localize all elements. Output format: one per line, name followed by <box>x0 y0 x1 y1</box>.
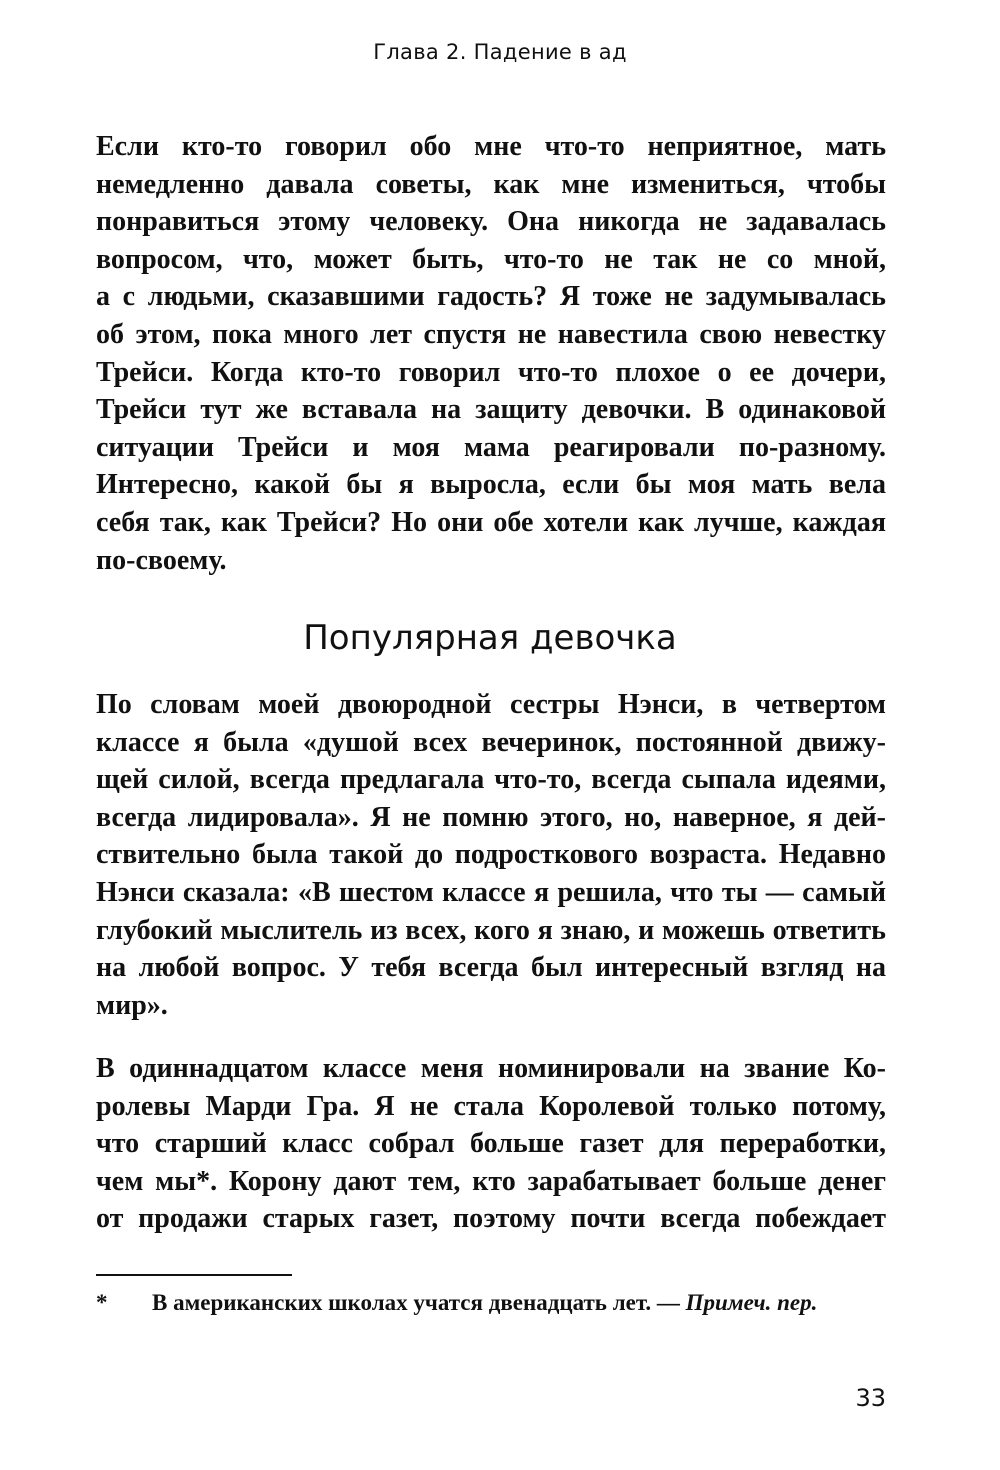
footnote <box>96 1290 886 1316</box>
paragraph-1 <box>96 128 886 579</box>
text-line: себя так, как Трейси? Но они обе хотели как лучше, каждая <box>96 506 886 538</box>
text-line: глубокий мыслитель из всех, кого я знаю, и можешь ответить <box>96 914 886 946</box>
text-line: Трейси тут же вставала на защиту девочки. В одинаковой <box>96 394 886 426</box>
text-line: По словам моей двоюродной сестры Нэнси, в четвертом <box>96 689 886 720</box>
text-line: по-своему. <box>96 544 227 576</box>
footnote-body: В американских школах учатся двенадцать лет. — <box>152 1290 680 1315</box>
text-line: Трейси. Когда кто-то говорил что-то плохое о ее дочери, <box>96 356 886 388</box>
text-line: щей силой, всегда предлагала что-то, всегда сыпала идеями, <box>96 764 886 796</box>
text-line: на любой вопрос. У тебя всегда был интересный взгляд на <box>96 952 886 984</box>
text-line: Интересно, какой бы я выросла, если бы моя мать вела <box>96 469 886 501</box>
text-line: Если кто-то говорил обо мне что-то неприятное, мать <box>96 131 886 162</box>
footnote-marker: * <box>96 1290 108 1315</box>
running-head: Глава 2. Падение в ад <box>373 40 627 64</box>
text-line: от продажи старых газет, поэтому почти всегда побеждает <box>96 1203 886 1235</box>
text-line: что старший класс собрал больше газет для переработки, <box>96 1128 886 1160</box>
footnote-text <box>152 1290 817 1316</box>
text-line: немедленно давала советы, как мне измениться, чтобы <box>96 168 886 200</box>
text-line: мир». <box>96 989 168 1021</box>
text-line: а с людьми, сказавшими гадость? Я тоже не задумывалась <box>96 281 886 313</box>
text-line: ствительно была такой до подросткового возраста. Недавно <box>96 839 886 871</box>
text-line: В одиннадцатом классе меня номинировали на звание Ко- <box>96 1053 886 1084</box>
page-number: 33 <box>855 1384 886 1412</box>
text-line: Нэнси сказала: «В шестом классе я решила, что ты — самый <box>96 876 886 908</box>
footnote-divider <box>96 1274 292 1276</box>
text-line: ролевы Марди Гра. Я не стала Королевой только потому, <box>96 1090 886 1122</box>
text-line: ситуации Трейси и моя мама реагировали по-разному. <box>96 431 886 463</box>
text-line: всегда лидировала». Я не помню этого, но, наверное, я дей- <box>96 801 886 833</box>
text-line: классе я была «душой всех вечеринок, постоянной движу- <box>96 726 886 758</box>
footnote-credit: Примеч. пер. <box>685 1290 818 1315</box>
paragraph-2 <box>96 686 886 1024</box>
text-line: понравиться этому человеку. Она никогда не задавалась <box>96 206 886 238</box>
text-line: об этом, пока много лет спустя не навестила свою невестку <box>96 318 886 350</box>
text-line: вопросом, что, может быть, что-то не так не со мной, <box>96 243 886 275</box>
paragraph-3 <box>96 1050 886 1238</box>
text-line: чем мы*. Корону дают тем, кто зарабатывает больше денег <box>96 1165 886 1197</box>
section-title: Популярная девочка <box>303 618 677 658</box>
